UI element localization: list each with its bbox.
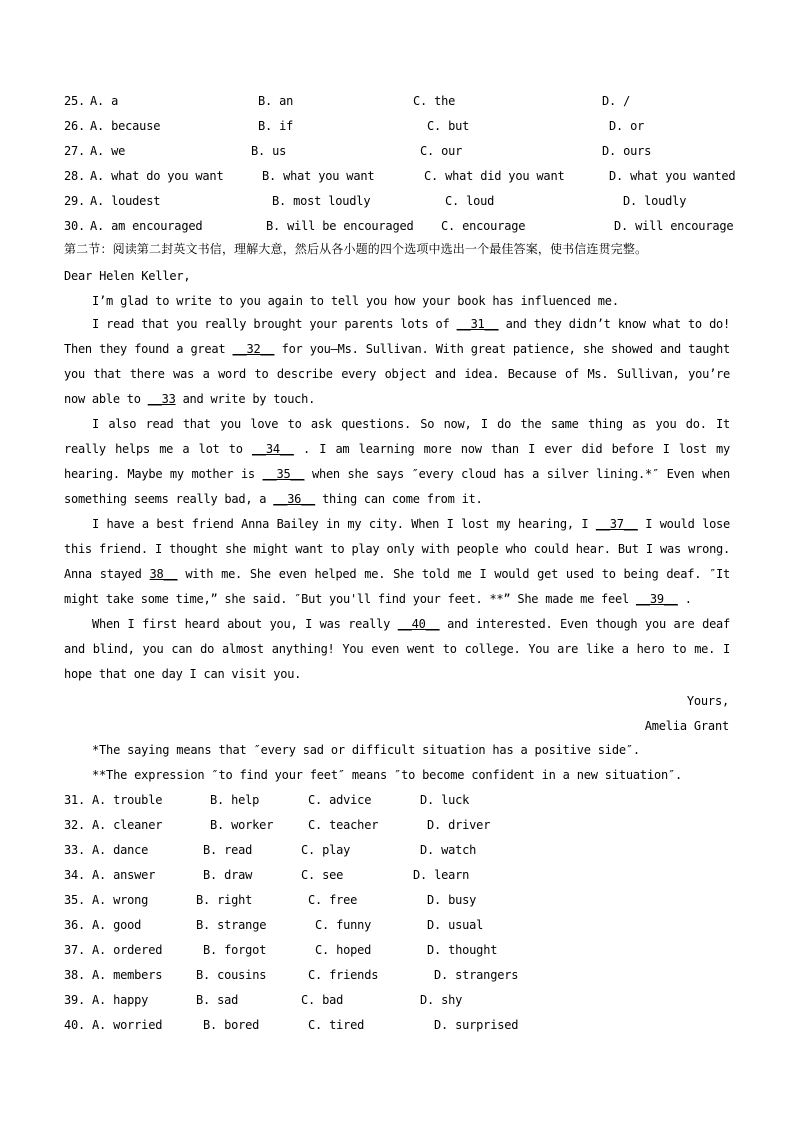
question-number: 35.	[64, 893, 86, 907]
option-b: B. draw	[203, 868, 253, 882]
option-b: B. right	[196, 893, 253, 907]
option-c: C. our	[420, 144, 463, 158]
blank-33: __33	[147, 392, 176, 406]
option-a: A. ordered	[92, 943, 163, 957]
option-c: C. see	[301, 868, 344, 882]
question-number: 34.	[64, 868, 86, 882]
option-c: C. loud	[445, 194, 495, 208]
footnote: *The saying means that ″every sad or difficult situation has a positive side″.	[92, 743, 640, 757]
option-d: D. will encourage	[614, 219, 734, 233]
option-b: B. strange	[196, 918, 267, 932]
option-d: D. learn	[413, 868, 470, 882]
question-number: 29.	[64, 194, 86, 208]
letter-paragraph: I’m glad to write to you again to tell you how your book has influenced me.	[92, 294, 619, 308]
option-a: A. we	[90, 144, 126, 158]
option-c: C. advice	[308, 793, 372, 807]
option-a: A. wrong	[92, 893, 149, 907]
option-a: A. trouble	[92, 793, 163, 807]
option-d: D. busy	[427, 893, 477, 907]
option-b: B. help	[210, 793, 260, 807]
option-c: C. tired	[308, 1018, 365, 1032]
option-c: C. funny	[315, 918, 372, 932]
option-d: D. driver	[427, 818, 491, 832]
option-d: D. or	[609, 119, 645, 133]
option-c: C. bad	[301, 993, 344, 1007]
option-b: B. bored	[203, 1018, 260, 1032]
question-number: 25.	[64, 94, 86, 108]
blank-32: __32__	[232, 342, 275, 356]
blank-40: __40__	[397, 617, 440, 631]
option-b: B. cousins	[196, 968, 267, 982]
option-a: A. good	[92, 918, 142, 932]
letter-greeting: Dear Helen Keller,	[64, 269, 191, 283]
option-d: D. ours	[602, 144, 652, 158]
option-b: B. forgot	[203, 943, 267, 957]
option-c: C. but	[427, 119, 470, 133]
option-a: A. cleaner	[92, 818, 163, 832]
option-c: C. the	[413, 94, 456, 108]
option-a: A. happy	[92, 993, 149, 1007]
question-number: 28.	[64, 169, 86, 183]
question-number: 38.	[64, 968, 86, 982]
question-number: 36.	[64, 918, 86, 932]
option-a: A. members	[92, 968, 163, 982]
option-b: B. most loudly	[272, 194, 371, 208]
option-b: B. will be encouraged	[266, 219, 414, 233]
blank-31: __31__	[456, 317, 499, 331]
blank-39: __39__	[635, 592, 678, 606]
option-a: A. a	[90, 94, 119, 108]
letter-paragraph: I have a best friend Anna Bailey in my city. When I lost my hearing, I __37__ I would lose this friend. I thought she might want to play only with people who could hear. But I was wrong. Anna stayed 38__ with me. She even helped me. She told me I would get used to being deaf. ″It might take some time,” she said. ″But you'll find your feet. **” She made me feel __39__ .	[64, 517, 731, 606]
option-b: B. read	[203, 843, 253, 857]
blank-34: __34__	[251, 442, 294, 456]
option-a: A. answer	[92, 868, 156, 882]
option-d: D. thought	[427, 943, 498, 957]
option-b: B. an	[258, 94, 294, 108]
question-number: 37.	[64, 943, 86, 957]
option-d: D. surprised	[434, 1018, 519, 1032]
blank-37: __37__	[595, 517, 638, 531]
option-c: C. encourage	[441, 219, 526, 233]
option-d: D. what you wanted	[609, 169, 736, 183]
letter-paragraph: I also read that you love to ask questions. So now, I do the same thing as you do. It really helps me a lot to __34__ . I am learning more now than I ever did before I lost my hearing. Maybe my mother is __35__ when she says ″every cloud has a silver lining.*″ Even when something seems really bad, a __36__ thing can come from it.	[64, 417, 730, 506]
option-a: A. dance	[92, 843, 149, 857]
option-b: B. what you want	[262, 169, 375, 183]
option-d: D. /	[602, 94, 631, 108]
option-d: D. loudly	[623, 194, 687, 208]
option-a: A. worried	[92, 1018, 163, 1032]
option-a: A. because	[90, 119, 161, 133]
question-number: 33.	[64, 843, 86, 857]
blank-35: __35__	[262, 467, 305, 481]
blank-38: 38__	[149, 567, 178, 581]
letter-paragraph: When I first heard about you, I was really __40__ and interested. Even though you are deaf and blind, you can do almost anything! You even went to college. You are like a hero to me. I hope that one day I can visit you.	[64, 617, 730, 681]
question-number: 39.	[64, 993, 86, 1007]
option-d: D. shy	[420, 993, 463, 1007]
letter-paragraph: I read that you really brought your parents lots of __31__ and they didn’t know what to do! Then they found a great __32__ for you—Ms. Sullivan. With great patience, she showed and taught you that there was a word to describe every object and idea. Because of Ms. Sullivan, you’re now able to __33 and write by touch.	[64, 317, 731, 406]
letter-signature: Amelia Grant	[644, 719, 729, 733]
option-a: A. loudest	[90, 194, 161, 208]
question-number: 30.	[64, 219, 86, 233]
option-c: C. free	[308, 893, 358, 907]
option-c: C. friends	[308, 968, 379, 982]
letter-closing: Yours,	[686, 694, 729, 708]
option-d: D. strangers	[434, 968, 519, 982]
footnote: **The expression ″to find your feet″ means ″to become confident in a new situation″.	[92, 768, 683, 782]
question-number: 26.	[64, 119, 86, 133]
section-heading: 第二节：阅读第二封英文书信，理解大意，然后从各小题的四个选项中选出一个最佳答案，使书信连贯完整。	[64, 242, 648, 256]
question-number: 31.	[64, 793, 86, 807]
option-c: C. teacher	[308, 818, 379, 832]
option-a: A. am encouraged	[90, 219, 203, 233]
question-number: 40.	[64, 1018, 86, 1032]
option-b: B. if	[258, 119, 294, 133]
option-c: C. what did you want	[424, 169, 565, 183]
option-a: A. what do you want	[90, 169, 224, 183]
option-c: C. play	[301, 843, 351, 857]
option-d: D. usual	[427, 918, 484, 932]
option-d: D. luck	[420, 793, 470, 807]
option-b: B. worker	[210, 818, 274, 832]
question-number: 27.	[64, 144, 86, 158]
option-b: B. us	[251, 144, 287, 158]
option-d: D. watch	[420, 843, 477, 857]
option-c: C. hoped	[315, 943, 372, 957]
blank-36: __36__	[273, 492, 316, 506]
question-number: 32.	[64, 818, 86, 832]
option-b: B. sad	[196, 993, 239, 1007]
